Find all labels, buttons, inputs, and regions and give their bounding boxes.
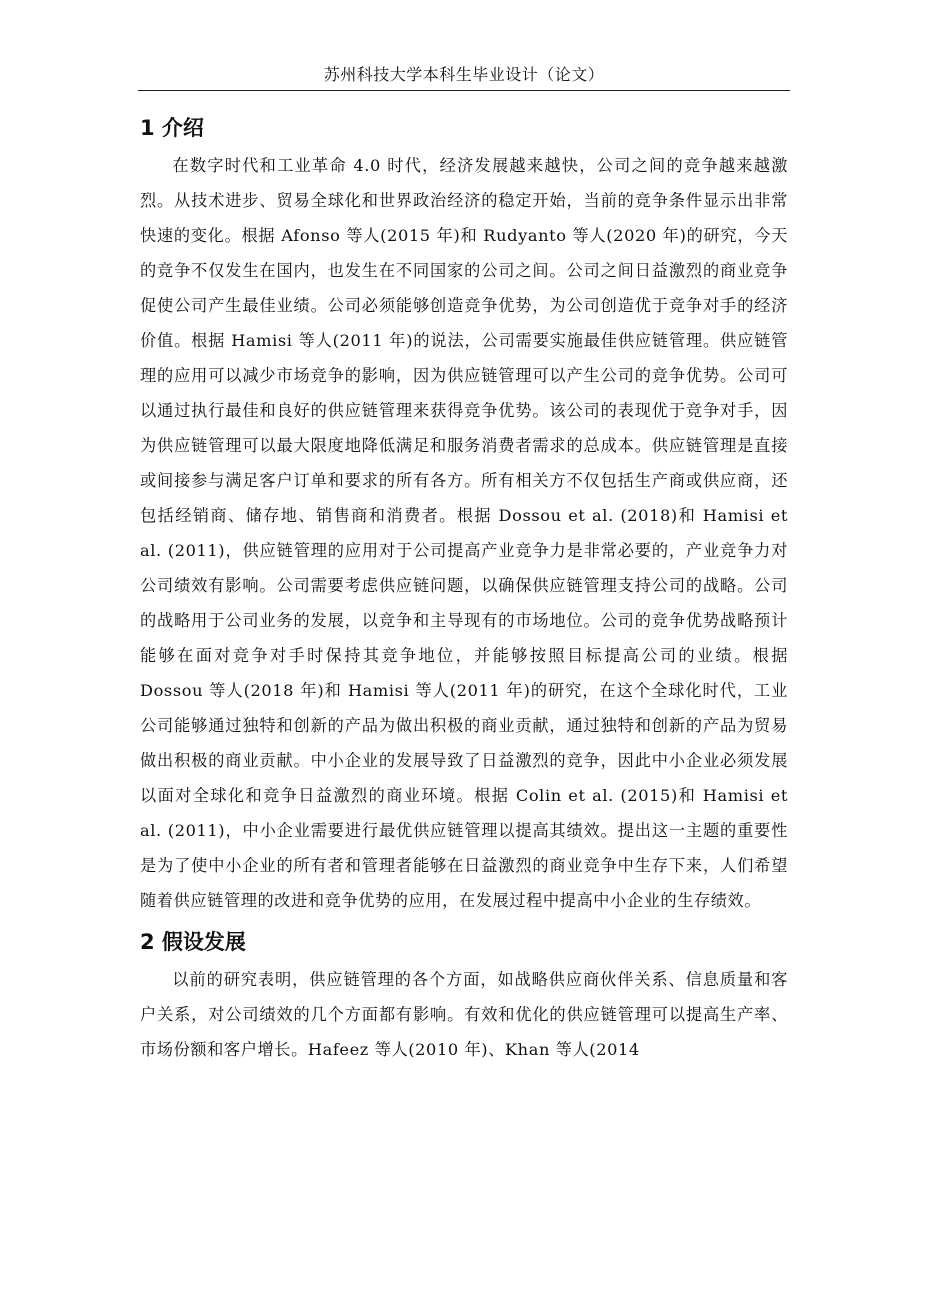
- page-header: 苏州科技大学本科生毕业设计（论文）: [138, 62, 790, 91]
- document-body: [140, 108, 788, 1067]
- section-2-paragraph: 以前的研究表明，供应链管理的各个方面，如战略供应商伙伴关系、信息质量和客户关系，对公司绩效的几个方面都有影响。有效和优化的供应链管理可以提高生产率、市场份额和客户增长。Hafeez 等人(2010 年)、Khan 等人(2014: [140, 970, 788, 1059]
- section-1-paragraph: 在数字时代和工业革命 4.0 时代，经济发展越来越快，公司之间的竞争越来越激烈。从技术进步、贸易全球化和世界政治经济的稳定开始，当前的竞争条件显示出非常快速的变化。根据 Afonso 等人(2015 年)和 Rudyanto 等人(2020 年)的研究，今天的竞争不仅发生在国内，也发生在不同国家的公司之间。公司之间日益激烈的商业竞争促使公司产生最佳业绩。公司必须能够创造竞争优势，为公司创造优于竞争对手的经济价值。根据 Hamisi 等人(2011 年)的说法，公司需要实施最佳供应链管理。供应链管理的应用可以减少市场竞争的影响，因为供应链管理可以产生公司的竞争优势。公司可以通过执行最佳和良好的供应链管理来获得竞争优势。该公司的表现优于竞争对手，因为供应链管理可以最大限度地降低满足和服务消费者需求的总成本。供应链管理是直接或间接参与满足客户订单和要求的所有各方。所有相关方不仅包括生产商或供应商，还包括经销商、储存地、销售商和消费者。根据 Dossou et al. (2018)和 Hamisi et al. (2011)，供应链管理的应用对于公司提高产业竞争力是非常必要的，产业竞争力对公司绩效有影响。公司需要考虑供应链问题，以确保供应链管理支持公司的战略。公司的战略用于公司业务的发展，以竞争和主导现有的市场地位。公司的竞争优势战略预计能够在面对竞争对手时保持其竞争地位，并能够按照目标提高公司的业绩。根据 Dossou 等人(2018 年)和 Hamisi 等人(2011 年)的研究，在这个全球化时代，工业公司能够通过独特和创新的产品为做出积极的商业贡献，通过独特和创新的产品为贸易做出积极的商业贡献。中小企业的发展导致了日益激烈的竞争，因此中小企业必须发展以面对全球化和竞争日益激烈的商业环境。根据 Colin et al. (2015)和 Hamisi et al. (2011)，中小企业需要进行最优供应链管理以提高其绩效。提出这一主题的重要性是为了使中小企业的所有者和管理者能够在日益激烈的商业竞争中生存下来，人们希望随着供应链管理的改进和竞争优势的应用，在发展过程中提高中小企业的生存绩效。: [140, 156, 788, 910]
- section-2-heading: 2 假设发展: [140, 930, 246, 954]
- section-1-heading: 1 介绍: [140, 116, 204, 140]
